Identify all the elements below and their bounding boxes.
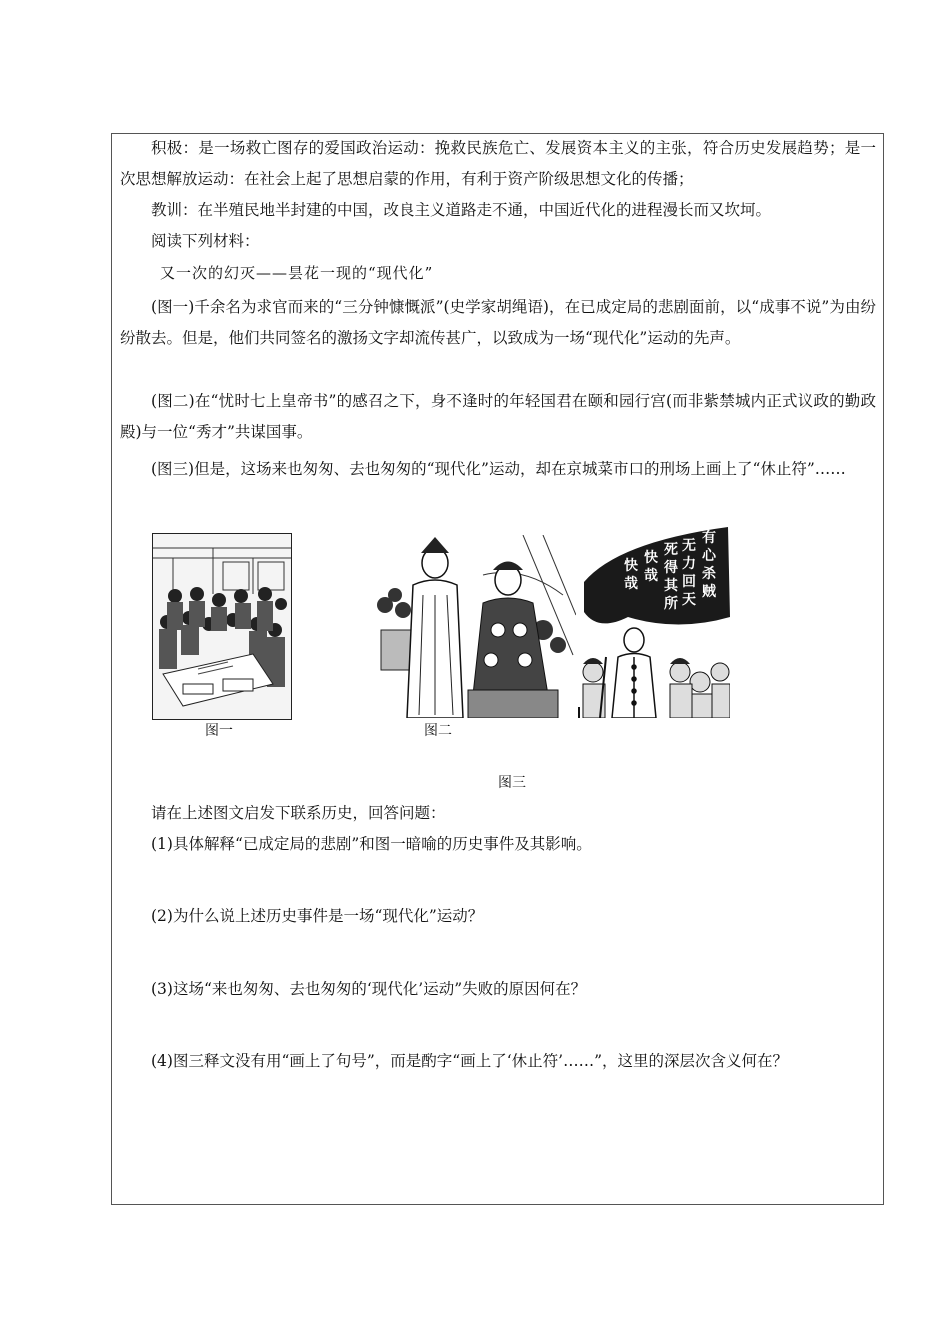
figure-3-caption: 图三 (498, 775, 526, 791)
svg-text:力: 力 (682, 556, 696, 572)
svg-text:所: 所 (664, 596, 678, 612)
figure-1-caption: 图一 (205, 723, 233, 739)
paragraph-positive: 积极：是一场救亡图存的爱国政治运动：挽救民族危亡、发展资本主义的主张，符合历史发展趋势；是一次思想解放运动：在社会上起了思想启蒙的作用，有利于资产阶级思想文化的传播； (120, 139, 876, 188)
question-2: (2)为什么说上述历史事件是一场“现代化”运动？ (151, 907, 484, 925)
svg-text:快: 快 (624, 558, 638, 574)
material-fig3-text: (图三)但是，这场来也匆匆、去也匆匆的“现代化”运动，却在京城菜市口的刑场上画上了“休止符”…… (151, 460, 846, 478)
svg-text:杀: 杀 (702, 566, 716, 582)
svg-text:天: 天 (682, 592, 696, 608)
question-prompt: 请在上述图文启发下联系历史，回答问题： (151, 804, 446, 822)
material-fig1-text: (图一)千余名为求官而来的“三分钟慷慨派”(史学家胡绳语)，在已成定局的悲剧面前，以“成事不说”为由纷纷散去。但是，他们共同签名的激扬文字却流传甚广，以致成为一场“现代化”运动的先声。 (120, 298, 876, 347)
figure-2-caption: 图二 (424, 723, 452, 739)
material-fig2-text: (图二)在“忧时七上皇帝书”的感召之下，身不逢时的年轻国君在颐和园行宫(而非紫禁城内正式议政的勤政殿)与一位“秀才”共谋国事。 (120, 392, 876, 441)
svg-text:贼: 贼 (702, 584, 716, 600)
svg-text:无: 无 (682, 538, 696, 554)
figure-3-illustration (578, 522, 730, 718)
svg-text:死: 死 (664, 542, 678, 558)
svg-text:哉: 哉 (624, 576, 638, 592)
question-3: (3)这场“来也匆匆、去也匆匆的‘现代化’运动”失败的原因何在？ (151, 980, 587, 998)
material-title: 又一次的幻灭——昙花一现的“现代化” (160, 264, 434, 282)
question-4: (4)图三释文没有用“画上了句号”，而是酌字“画上了‘休止符’……”，这里的深层次含义何在？ (151, 1052, 789, 1070)
svg-text:快: 快 (644, 550, 658, 566)
calligraphy-col-1: 有 (702, 530, 716, 546)
question-1: (1)具体解释“已成定局的悲剧”和图一暗喻的历史事件及其影响。 (151, 835, 592, 853)
svg-text:其: 其 (664, 578, 678, 594)
svg-text:得: 得 (664, 560, 678, 576)
svg-text:心: 心 (702, 548, 716, 564)
paragraph-read-material: 阅读下列材料： (151, 232, 260, 250)
figure-2-illustration (373, 535, 576, 718)
figure-1-illustration (152, 533, 292, 720)
paragraph-lesson: 教训：在半殖民地半封建的中国，改良主义道路走不通，中国近代化的进程漫长而又坎坷。 (151, 201, 772, 219)
svg-text:哉: 哉 (644, 568, 658, 584)
svg-text:回: 回 (682, 574, 696, 590)
